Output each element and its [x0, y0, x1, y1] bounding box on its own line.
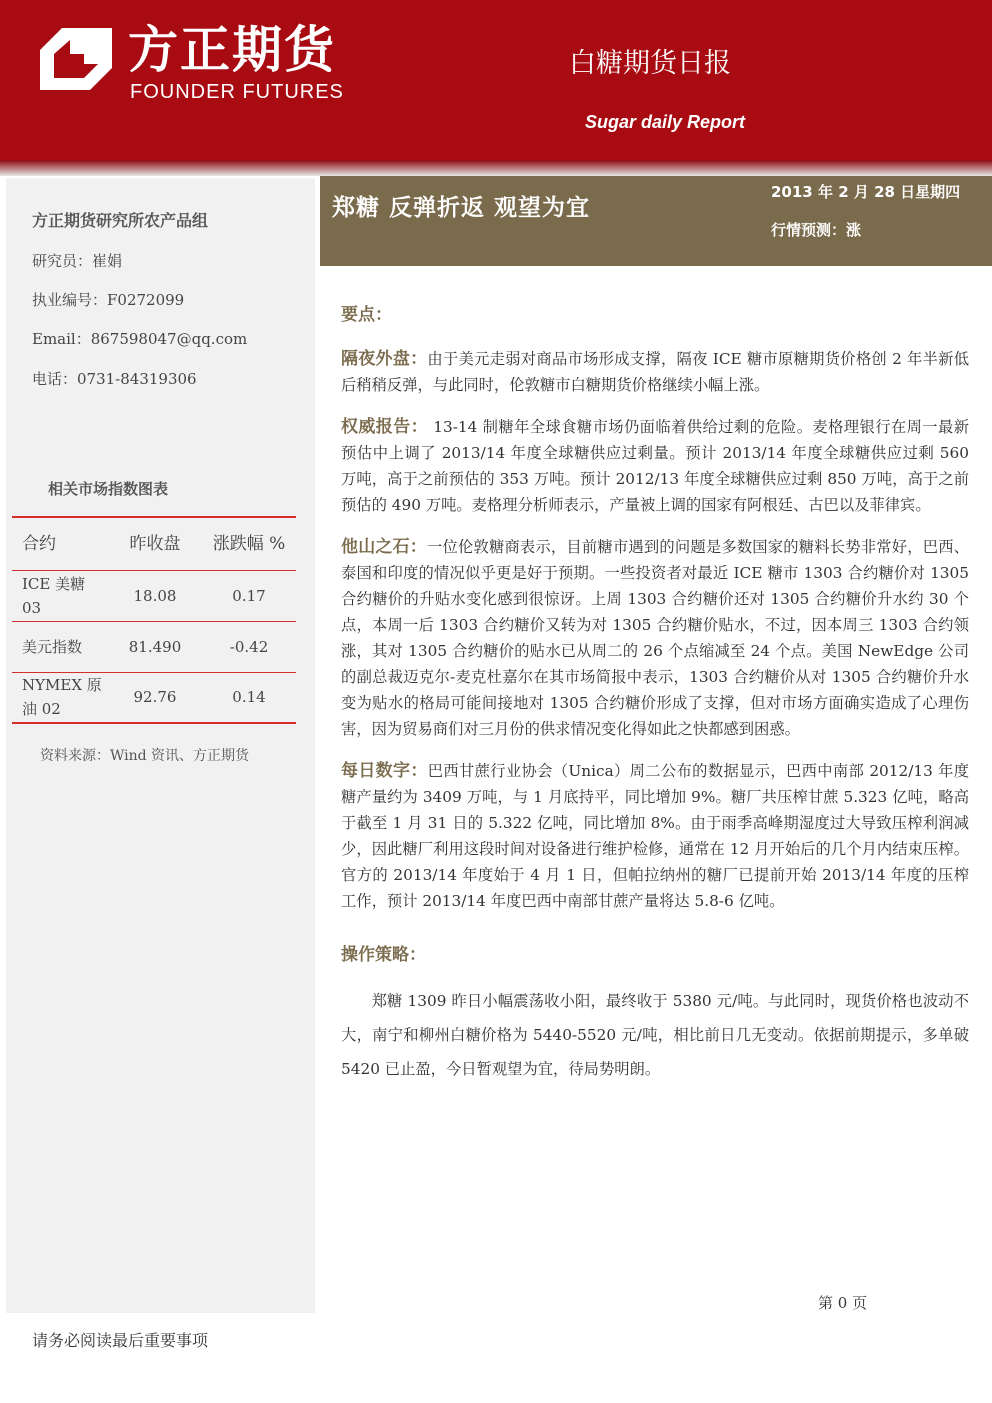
- report-paragraph: [341, 414, 969, 518]
- founder-logo-icon: [40, 28, 112, 90]
- contact-email: Email：867598047@qq.com: [32, 330, 248, 348]
- logo-chinese-name: 方正期货: [128, 21, 336, 79]
- researcher-name: 研究员：崔娟: [32, 252, 123, 270]
- overnight-lead: 隔夜外盘：: [341, 349, 428, 369]
- main-content: [341, 302, 969, 1086]
- header-prev-close: 昨收盘: [108, 517, 202, 570]
- page-number: 第 0 页: [818, 1294, 868, 1312]
- research-org: 方正期货研究所农产品组: [32, 211, 209, 230]
- row-change: 0.17: [202, 570, 296, 621]
- data-source: 资料来源：Wind 资讯、方正期货: [40, 748, 250, 764]
- footer-disclaimer-note: 请务必阅读最后重要事项: [32, 1331, 209, 1350]
- table-row: [12, 570, 296, 621]
- daily-number-paragraph: [341, 758, 969, 914]
- strategy-heading: 操作策略：: [341, 945, 426, 965]
- table-row: [12, 621, 296, 672]
- row-change: 0.14: [202, 672, 296, 723]
- row-change: -0.42: [202, 621, 296, 672]
- row-close: 18.08: [108, 570, 202, 621]
- header-contract: 合约: [12, 517, 108, 570]
- header-shadow: [0, 160, 992, 176]
- headline: 郑糖 反弹折返 观望为宜: [332, 195, 591, 221]
- header-change: 涨跌幅 %: [202, 517, 296, 570]
- row-close: 81.490: [108, 621, 202, 672]
- strategy-paragraph: 郑糖 1309 昨日小幅震荡收小阳，最终收于 5380 元/吨。与此同时，现货价格也波动不大，南宁和柳州白糖价格为 5440-5520 元/吨，相比前日几无变动。依据前期提示，多单破 5420 已止盈，今日暂观望为宜，待局势明朗。: [341, 992, 969, 1078]
- report-subtitle: Sugar daily Report: [585, 112, 746, 132]
- report-title: 白糖期货日报: [569, 48, 731, 79]
- market-index-table: [12, 516, 296, 724]
- report-text: 13-14 制糖年全球食糖市场仍面临着供给过剩的危险。麦格理银行在周一最新预估中上调了 2013/14 年度全球糖供应过剩量。预计 2013/14 年度全球糖供应过剩 560 万吨，高于之前预估的 353 万吨。预计 2012/13 年度全球糖供应过剩 850 万吨，高于之前预估的 490 万吨。麦格理分析师表示，产量被上调的国家有阿根廷、古巴以及菲律宾。: [341, 418, 970, 514]
- table-row: [12, 672, 296, 723]
- contact-phone: 电话：0731-84319306: [32, 370, 197, 388]
- row-contract: ICE 美糖 03: [12, 570, 108, 621]
- report-lead: 权威报告：: [341, 417, 429, 437]
- overnight-text: 由于美元走弱对商品市场形成支撑，隔夜 ICE 糖市原糖期货价格创 2 年半新低后稍稍反弹，与此同时，伦敦糖市白糖期货价格继续小幅上涨。: [341, 350, 969, 394]
- daily-text: 巴西甘蔗行业协会（Unica）周二公布的数据显示，巴西中南部 2012/13 年度糖产量约为 3409 万吨，与 1 月底持平，同比增加 9%。糖厂共压榨甘蔗 5.323 亿吨，略高于截至 1 月 31 日的 5.322 亿吨，同比增加 8%。由于雨季高峰期湿度过大导致压榨利润减少，因此糖厂利用这段时间对设备进行维护检修，通常在 12 月开始后的几个月内结束压榨。官方的 2013/14 年度始于 4 月 1 日，但帕拉纳州的糖厂已提前开始 2013/14 年度的压榨工作，预计 2013/14 年度巴西中南部甘蔗产量将达 5.8-6 亿吨。: [341, 762, 970, 910]
- table-header-row: [12, 517, 296, 570]
- overnight-paragraph: [341, 346, 969, 398]
- row-contract: 美元指数: [12, 621, 108, 672]
- others-text: 一位伦敦糖商表示，目前糖市遇到的问题是多数国家的糖料长势非常好，巴西、泰国和印度的情况似乎更是好于预期。一些投资者对最近 ICE 糖市 1303 合约糖价对 1305 合约糖价的升贴水变化感到很惊讶。上周 1303 合约糖价还对 1305 合约糖价升水约 30 个点，本周一后 1303 合约糖价又转为对 1305 合约糖价贴水，不过，因本周三 1303 合约领涨，其对 1305 合约糖价的贴水已从周二的 26 个点缩减至 24 个点。美国 NewEdge 公司的副总裁迈克尔-麦克杜嘉尔在其市场简报中表示，1303 合约糖价从对 1305 合约糖价升水变为贴水的格局可能间接地对 1305 合约糖价形成了支撑，但对市场方面确实造成了心理伤害，因为贸易商们对三月份的供求情况变化得如此之快都感到困惑。: [341, 538, 969, 738]
- market-forecast: 行情预测：涨: [771, 221, 862, 239]
- daily-lead: 每日数字：: [341, 761, 428, 781]
- row-close: 92.76: [108, 672, 202, 723]
- market-table-title: 相关市场指数图表: [48, 480, 169, 498]
- row-contract: NYMEX 原油 02: [12, 672, 108, 723]
- others-lead: 他山之石：: [341, 537, 427, 557]
- logo-english-name: FOUNDER FUTURES: [130, 81, 344, 103]
- key-points-heading: 要点：: [341, 305, 392, 325]
- license-number: 执业编号：F0272099: [32, 291, 185, 309]
- report-date: 2013 年 2 月 28 日星期四: [771, 183, 961, 201]
- others-paragraph: [341, 534, 969, 742]
